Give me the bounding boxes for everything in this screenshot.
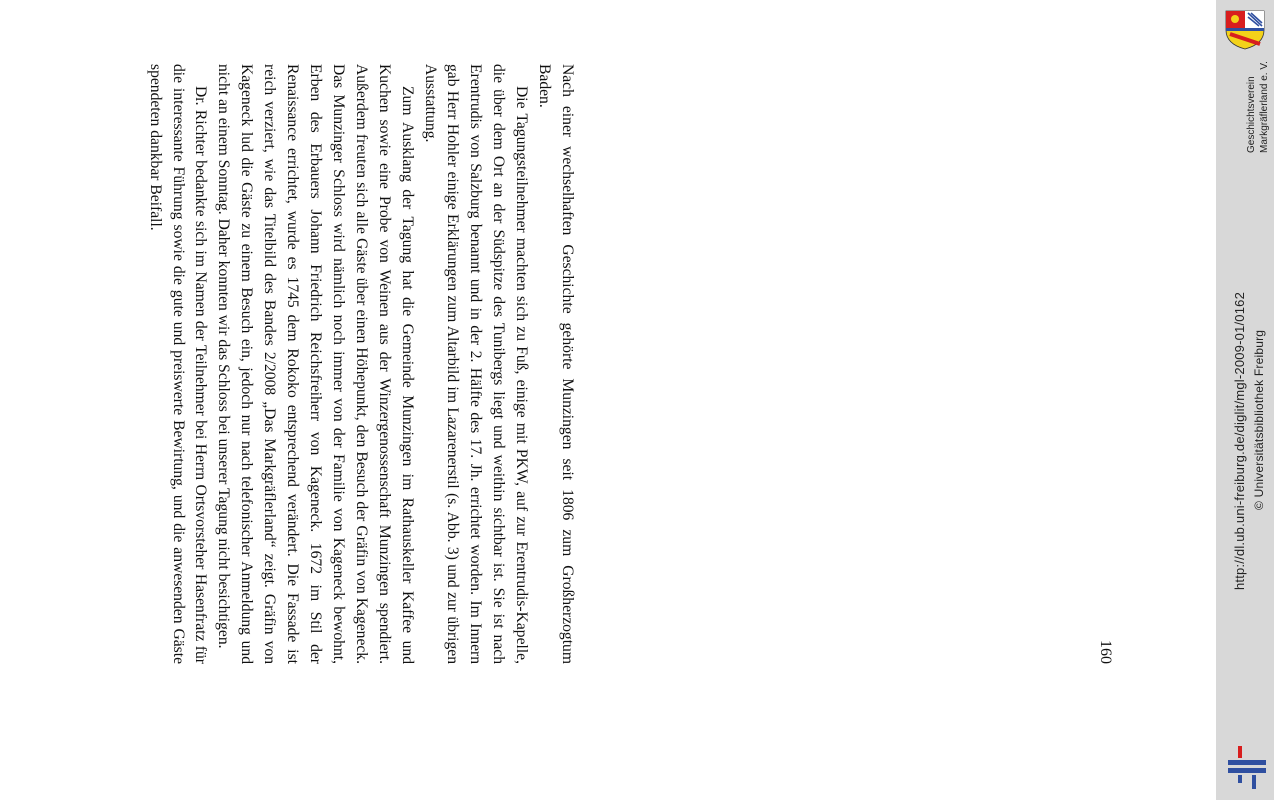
page-number [1092, 640, 1122, 670]
paragraph: Nach einer wechselhaften Geschichte gehörte Munzingen seit 1806 zum Großherzogtum Baden. [536, 64, 576, 664]
organization-region: Markgräflerland e. V. [1259, 61, 1270, 153]
source-url-link[interactable]: http://dl.ub.uni-freiburg.de/diglit/mgl-2009-01/0162 [1232, 291, 1247, 590]
paragraph: Dr. Richter bedankte sich im Namen der Teilnehmer bei Herrn Ortsvorsteher Hasenfratz für die interessante Führung sowie die gute und preiswerte Bewirtung, und die anwesenden Gäste spendeten dankbar Beifall. [146, 64, 210, 664]
copyright-text: © Universitätsbibliothek Freiburg [1252, 329, 1266, 510]
paragraph: Zum Ausklang der Tagung hat die Gemeinde Munzingen im Rathauskeller Kaffee und Kuchen sowie eine Probe von Weinen aus der Winzergenossenschaft Munzingen spendiert. Außerdem freuten sich alle Gäste über einen Höhepunkt, den Besuch der Gräfin von Kageneck. Das Munzinger Schloss wird nämlich noch immer von der Familie von Kageneck bewohnt, Erben des Erbauers Johann Friedrich Reichsfreiherr von Kageneck. 1672 im Stil der Renaissance errichtet, wurde es 1745 dem Rokoko entsprechend verändert. Die Fassade ist reich verziert, wie das Titelbild des Bandes 2/2008 „Das Markgräflerland“ zeigt. Gräfin von Kageneck lud die Gäste zu einem Besuch ein, jedoch nur nach telefonischer Anmeldung und nicht an einem Sonntag. Daher konnten wir das Schloss bei unserer Tagung nicht besichtigen. [215, 64, 416, 664]
page-number-text: 160 [1097, 640, 1114, 664]
paragraph: Die Tagungsteilnehmer machten sich zu Fuß, einige mit PKW, auf zur Erentrudis-Kapelle, die über dem Ort an der Südspitze des Tunibergs liegt und weithin sichtbar ist. Sie ist nach Erentrudis von Salzburg benannt und in der 2. Hälfte des 17. Jh. errichtet worden. Im Innern gab Herr Hohler einige Erklärungen zum Altarbild im Lazarenerstil (s. Abb. 3) und zur übrigen Ausstattung. [421, 64, 531, 664]
ub-freiburg-logo-icon [1224, 744, 1270, 794]
organization-name: Geschichtsverein [1246, 76, 1257, 153]
page-text-block [122, 64, 578, 664]
coat-of-arms-icon [1222, 8, 1268, 50]
